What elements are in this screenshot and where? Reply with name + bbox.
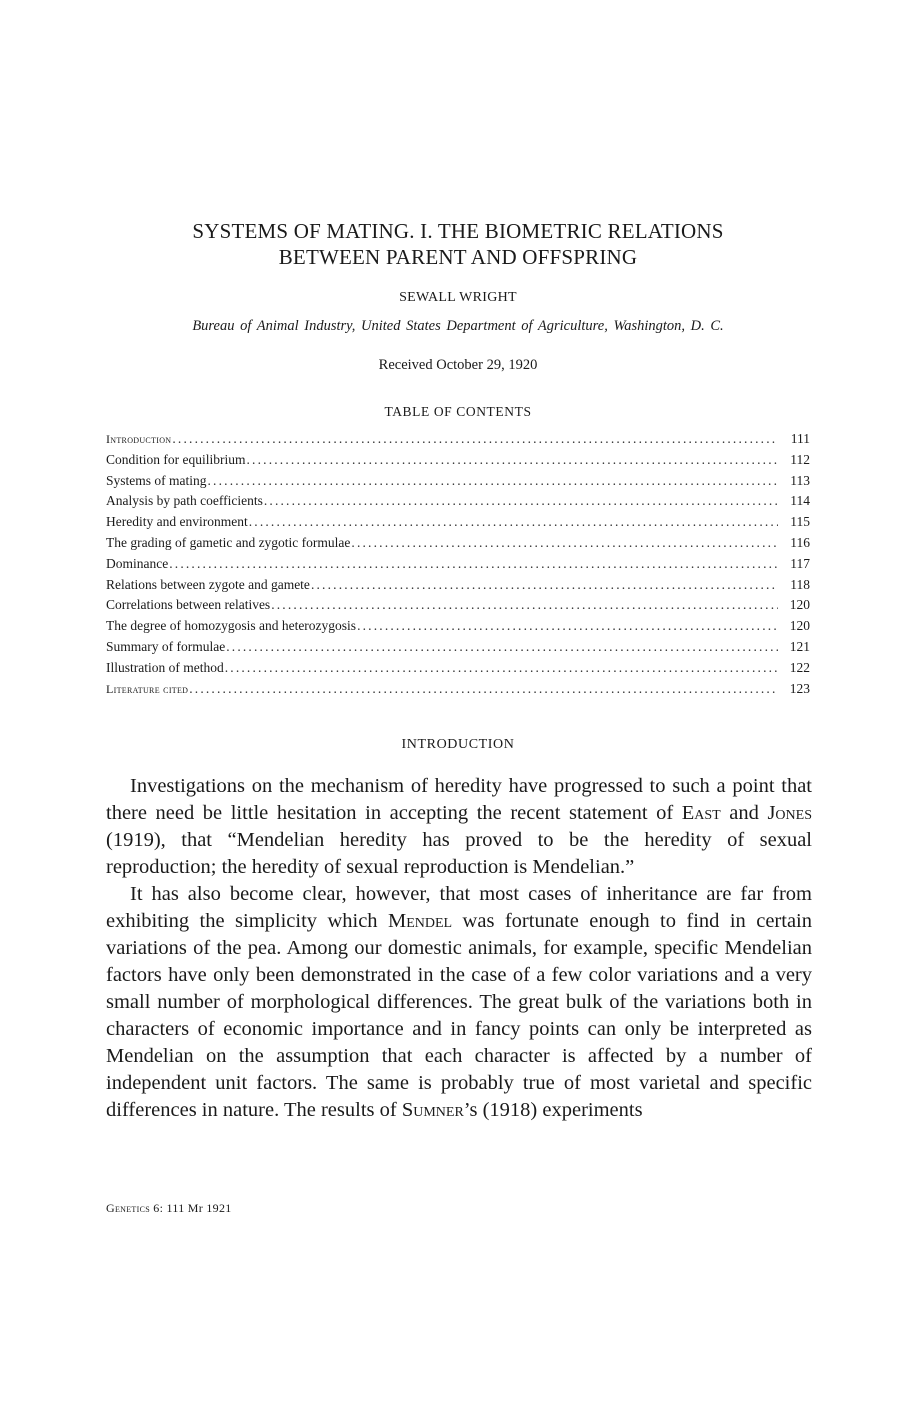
toc-entry-label: The degree of homozygosis and heterozygosis [106, 618, 357, 634]
toc-entry [106, 637, 810, 658]
section-heading-introduction: INTRODUCTION [401, 737, 515, 752]
paragraph-text: (1919), that “Mendelian heredity has proved to be the heredity of sexual reproduction; the heredity of sexual reproduction is Mendelian.” [106, 829, 812, 878]
toc-entry-page: 112 [790, 451, 810, 467]
toc-entry-page: 121 [789, 638, 810, 654]
toc-entry-label: Literature cited [106, 681, 189, 696]
toc-entry-label: Condition for equilibrium [106, 451, 246, 467]
author-citation-name: Jones [767, 802, 812, 824]
toc-entry [106, 679, 810, 700]
toc-entry-page: 117 [790, 555, 810, 571]
toc-entry [106, 450, 810, 471]
toc-entry-page: 120 [789, 597, 810, 613]
body-text [106, 773, 812, 1124]
toc-entry-page: 120 [789, 618, 810, 634]
toc-entry [106, 575, 810, 596]
toc-entry-label: Systems of mating [106, 472, 207, 488]
toc-leader-dots [351, 533, 778, 554]
toc-leader-dots [247, 450, 779, 471]
toc-entry [106, 616, 810, 637]
toc-leader-dots [208, 471, 779, 492]
author-citation-name: Sumner [401, 1099, 464, 1121]
toc-entry [106, 512, 810, 533]
toc-entry-page: 111 [790, 431, 810, 446]
author-citation-name: East [681, 802, 721, 824]
paragraph-text: ’s (1918) experiments [463, 1099, 643, 1121]
toc-leader-dots [249, 512, 778, 533]
toc-leader-dots [225, 658, 778, 679]
toc-entry-label: Summary of formulae [106, 638, 226, 654]
author-affiliation: Bureau of Animal Industry, United States Department of Agriculture, Washington, D. C. [192, 318, 724, 334]
toc-entry [106, 491, 810, 512]
toc-entry [106, 471, 810, 492]
toc-leader-dots [226, 637, 778, 658]
journal-footer [106, 1201, 232, 1216]
paragraph-text: and [720, 802, 768, 824]
toc-entry-label: Introduction [106, 432, 172, 446]
toc-entry-label: Relations between zygote and gamete [106, 576, 310, 592]
toc-heading: TABLE OF CONTENTS [384, 404, 532, 419]
received-date: Received October 29, 1920 [378, 357, 538, 373]
paragraph-text: Investigations on the mechanism of heredity have progressed to such a point that there need be little hesitation in accepting the recent statement of [106, 775, 812, 824]
paragraph-text: It has also become clear, however, that most cases of inheritance are far from exhibiting the simplicity which [106, 883, 812, 932]
toc-entry-page: 122 [789, 659, 810, 675]
paragraph-2 [106, 881, 812, 1124]
toc-leader-dots [172, 429, 778, 450]
article-title [100, 218, 816, 270]
toc-entry [106, 554, 810, 575]
toc-leader-dots [311, 575, 778, 596]
toc-entry-page: 113 [790, 472, 810, 488]
toc-entry-label: Heredity and environment [106, 514, 248, 530]
toc-leader-dots [357, 616, 778, 637]
paragraph-text: was fortunate enough to find in certain variations of the pea. Among our domestic animals, for example, specific Mendelian factors have only been demonstrated in the case of a few color variations and a very small number of morphological differences. The great bulk of the variations both in characters of economic importance and in fancy points can only be interpreted as Mendelian on the assumption that each character is affected by a number of independent unit factors. The same is probably true of most varietal and specific differences in nature. The results of [106, 910, 813, 1121]
title-line-2: BETWEEN PARENT AND OFFSPRING [278, 245, 638, 269]
author-citation-name: Mendel [388, 910, 453, 932]
title-line-1: SYSTEMS OF MATING. I. THE BIOMETRIC RELATIONS [192, 219, 724, 243]
toc-entry [106, 595, 810, 616]
toc-entry-label: The grading of gametic and zygotic formulae [106, 534, 351, 550]
toc-leader-dots [264, 491, 778, 512]
toc-entry-page: 123 [789, 680, 810, 696]
toc-entry-page: 116 [790, 534, 810, 550]
toc-entry-label: Dominance [106, 555, 169, 571]
table-of-contents [106, 429, 810, 699]
toc-leader-dots [169, 554, 778, 575]
toc-entry-label: Correlations between relatives [106, 597, 271, 613]
author-name: SEWALL WRIGHT [399, 290, 517, 305]
toc-entry-page: 115 [790, 514, 810, 530]
journal-name: Genetics [106, 1201, 150, 1215]
toc-entry-label: Illustration of method [106, 659, 224, 675]
toc-leader-dots [271, 595, 778, 616]
journal-citation: 6: 111 Mr 1921 [153, 1201, 232, 1215]
paragraph-1 [106, 773, 812, 881]
toc-leader-dots [189, 679, 778, 700]
toc-entry-label: Analysis by path coefficients [106, 493, 263, 509]
toc-entry [106, 429, 810, 450]
toc-entry-page: 118 [790, 576, 810, 592]
toc-entry [106, 658, 810, 679]
toc-entry-page: 114 [790, 493, 810, 509]
toc-entry [106, 533, 810, 554]
